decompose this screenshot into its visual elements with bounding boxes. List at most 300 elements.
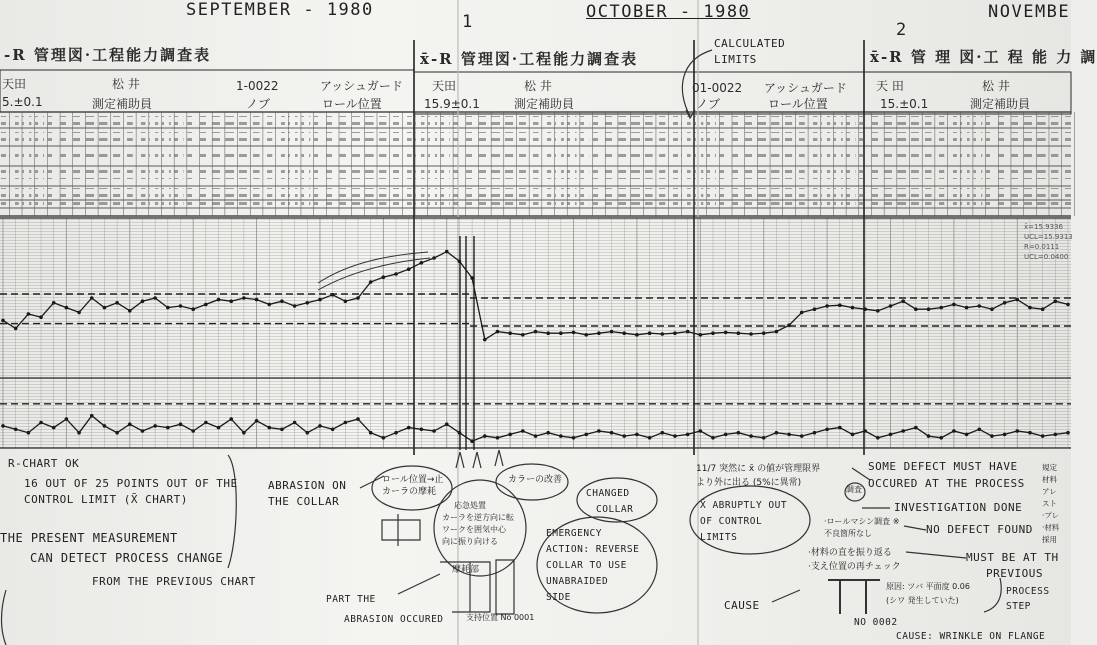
table-cell-entry <box>22 170 31 179</box>
table-cell-entry <box>973 188 982 197</box>
table-cell-entry <box>796 116 805 125</box>
table-cell-entry <box>580 188 589 197</box>
table-cell-entry <box>707 150 716 159</box>
table-cell-entry <box>1011 132 1020 141</box>
note-r-chart-ok: R-CHART OK <box>8 457 80 470</box>
table-cell-entry <box>453 116 462 125</box>
table-cell-entry <box>289 170 298 179</box>
xbar-series-point <box>990 307 994 311</box>
table-cell-entry <box>415 202 424 208</box>
table-cell-entry <box>200 188 209 197</box>
table-cell-entry <box>187 170 196 179</box>
xbar-series-point <box>369 280 373 284</box>
table-cell-entry <box>606 132 615 141</box>
table-cell-entry <box>897 188 906 197</box>
xbar-series-point <box>65 306 69 310</box>
xbar-series-point <box>1041 307 1045 311</box>
range-series-point <box>483 434 487 438</box>
range-series-point <box>267 426 271 430</box>
table-cell-entry <box>986 170 995 179</box>
table-cell-entry <box>162 132 171 141</box>
table-cell-entry <box>961 132 970 141</box>
range-series-point <box>141 429 145 433</box>
chart-mark-2: 2 <box>896 20 907 40</box>
table-cell-entry <box>10 132 19 141</box>
table-cell-entry <box>491 202 500 208</box>
table-cell-entry <box>859 188 868 197</box>
xbar-series-point <box>686 330 690 334</box>
table-cell-entry <box>517 188 526 197</box>
table-cell-entry <box>86 170 95 179</box>
table-cell-entry <box>618 132 627 141</box>
table-cell-entry <box>60 132 69 141</box>
table-cell-entry <box>606 188 615 197</box>
table-cell-entry <box>339 150 348 159</box>
xbar-series-point <box>927 307 931 311</box>
xbar-series-point <box>356 296 360 300</box>
note-jp-collar <box>382 474 443 498</box>
table-cell-entry <box>251 188 260 197</box>
table-cell-entry <box>73 202 82 208</box>
left-part: ノブ <box>246 97 271 111</box>
table-cell-entry <box>910 132 919 141</box>
table-cell-entry <box>136 132 145 141</box>
table-cell-entry <box>175 132 184 141</box>
table-cell-entry <box>555 202 564 208</box>
table-cell-entry <box>580 132 589 141</box>
xbar-series-point <box>1 319 5 323</box>
range-series-point <box>369 431 373 435</box>
xbar-series-point <box>115 301 119 305</box>
table-cell-entry <box>631 116 640 125</box>
table-cell-entry <box>441 150 450 159</box>
range-series-point <box>1066 431 1070 435</box>
range-series-point <box>65 417 69 421</box>
note-jp-emergency <box>442 500 514 548</box>
flange-sketch <box>828 580 880 614</box>
center-part: ノブ <box>696 97 721 111</box>
range-series-point <box>27 431 31 435</box>
table-cell-entry <box>973 170 982 179</box>
x-abruptly-line2: OF CONTROL <box>700 516 763 527</box>
range-series-point <box>876 436 880 440</box>
table-cell-entry <box>593 202 602 208</box>
table-cell-entry <box>377 170 386 179</box>
table-cell-entry <box>213 150 222 159</box>
table-cell-entry <box>834 202 843 208</box>
table-cell-entry <box>568 132 577 141</box>
table-cell-entry <box>859 202 868 208</box>
table-cell-entry <box>390 202 399 208</box>
table-cell-entry <box>352 116 361 125</box>
table-cell-entry <box>796 132 805 141</box>
range-series-point <box>584 433 588 437</box>
table-cell-entry <box>504 116 513 125</box>
range-series-point <box>77 431 81 435</box>
table-cell-entry <box>10 116 19 125</box>
table-cell-entry <box>403 150 412 159</box>
emergency-line1: EMERGENCY <box>546 528 602 539</box>
table-cell-entry <box>745 116 754 125</box>
center-item: ロール位置 <box>768 97 828 111</box>
table-cell-entry <box>238 132 247 141</box>
table-cell-entry <box>479 150 488 159</box>
xbar-series-point <box>1066 303 1070 307</box>
table-cell-entry <box>365 116 374 125</box>
table-cell-entry <box>1024 188 1033 197</box>
table-cell-entry <box>276 202 285 208</box>
table-cell-entry <box>339 132 348 141</box>
table-cell-entry <box>986 188 995 197</box>
table-cell-entry <box>22 132 31 141</box>
table-cell-entry <box>136 116 145 125</box>
xbar-series-point <box>305 301 309 305</box>
note-jp-list <box>808 546 901 574</box>
xbar-series-point <box>572 331 576 335</box>
table-cell-entry <box>846 116 855 125</box>
xbar-series-point <box>394 272 398 276</box>
xbar-series-point <box>1015 298 1019 302</box>
table-cell-entry <box>834 188 843 197</box>
table-cell-entry <box>656 202 665 208</box>
xbar-series-point <box>204 303 208 307</box>
table-cell-entry <box>377 202 386 208</box>
table-cell-entry <box>618 116 627 125</box>
table-cell-entry <box>593 116 602 125</box>
table-cell-entry <box>251 170 260 179</box>
table-cell-entry <box>999 150 1008 159</box>
table-cell-entry <box>136 202 145 208</box>
table-cell-entry <box>289 202 298 208</box>
center-name1: 天田 <box>432 79 457 93</box>
table-cell-entry <box>758 132 767 141</box>
form-title-right: x̄-R 管 理 図·工 程 能 力 調 <box>870 48 1097 66</box>
xbar-series-point <box>508 331 512 335</box>
right-name2: 松 井 <box>982 79 1010 93</box>
table-cell-entry <box>225 116 234 125</box>
table-cell-entry <box>961 202 970 208</box>
range-series-point <box>217 426 221 430</box>
range-series-point <box>14 428 18 432</box>
table-cell-entry <box>200 150 209 159</box>
left-dim: 15.9±0.1 <box>424 97 480 111</box>
table-cell-entry <box>859 170 868 179</box>
table-cell-entry <box>48 116 57 125</box>
note-some-defect <box>868 458 1025 492</box>
table-cell-entry <box>707 188 716 197</box>
range-series-point <box>204 421 208 425</box>
range-series-point <box>559 434 563 438</box>
table-cell-entry <box>175 150 184 159</box>
cause-arrow <box>772 590 800 602</box>
table-cell-entry <box>10 150 19 159</box>
table-cell-entry <box>339 116 348 125</box>
xbar-series-point <box>965 306 969 310</box>
note-jp-bottom-no: 支持位置 No 0001 <box>466 613 535 622</box>
table-cell-entry <box>568 170 577 179</box>
table-cell-entry <box>872 188 881 197</box>
table-cell-entry <box>136 188 145 197</box>
table-cell-entry <box>377 188 386 197</box>
xbar-series-point <box>635 333 639 337</box>
xbar-series-point <box>14 327 18 331</box>
table-cell-entry <box>948 170 957 179</box>
table-cell-entry <box>149 116 158 125</box>
table-cell-entry <box>504 170 513 179</box>
range-series-point <box>242 431 246 435</box>
xbar-series-point <box>762 331 766 335</box>
form-title-center: x̄-R 管理図·工程能力調査表 <box>420 50 639 68</box>
xbar-series-point <box>483 338 487 342</box>
table-cell-entry <box>289 150 298 159</box>
some-defect-line2: OCCURED AT THE PROCESS <box>868 477 1025 490</box>
table-cell-entry <box>1037 150 1046 159</box>
xbar-series-point <box>1054 299 1058 303</box>
range-series-point <box>724 433 728 437</box>
range-series-point <box>610 431 614 435</box>
table-cell-entry <box>669 116 678 125</box>
table-cell-entry <box>542 188 551 197</box>
table-cell-entry <box>491 170 500 179</box>
table-cell-entry <box>504 188 513 197</box>
table-cell-entry <box>111 116 120 125</box>
range-series-point <box>255 419 259 423</box>
table-cell-entry <box>631 132 640 141</box>
table-cell-entry <box>200 116 209 125</box>
table-cell-entry <box>732 170 741 179</box>
table-cell-entry <box>542 116 551 125</box>
table-cell-entry <box>428 188 437 197</box>
table-cell-entry <box>872 150 881 159</box>
table-cell-entry <box>999 202 1008 208</box>
table-cell-entry <box>441 188 450 197</box>
table-cell-entry <box>491 188 500 197</box>
data-table-entries <box>0 112 1074 216</box>
table-cell-entry <box>453 188 462 197</box>
table-cell-entry <box>403 188 412 197</box>
table-cell-entry <box>999 170 1008 179</box>
xbar-series-point <box>242 296 246 300</box>
xbar-series-point <box>103 306 107 310</box>
xbar-series-point <box>153 296 157 300</box>
table-cell-entry <box>631 202 640 208</box>
table-cell-entry <box>707 170 716 179</box>
table-cell-entry <box>1037 132 1046 141</box>
range-series-point <box>128 422 132 426</box>
note-no-defect: NO DEFECT FOUND <box>926 523 1033 536</box>
table-cell-entry <box>973 150 982 159</box>
note-abrasion-collar <box>268 478 346 510</box>
range-series-point <box>914 426 918 430</box>
range-series-point <box>965 433 969 437</box>
emergency-line2: ACTION: REVERSE <box>546 544 640 555</box>
table-cell-entry <box>568 150 577 159</box>
table-cell-entry <box>568 202 577 208</box>
range-series-point <box>420 428 424 432</box>
table-cell-entry <box>961 170 970 179</box>
table-cell-entry <box>428 202 437 208</box>
table-cell-entry <box>821 150 830 159</box>
table-cell-entry <box>1011 150 1020 159</box>
table-cell-entry <box>783 188 792 197</box>
left-number: 1-0022 <box>236 79 279 93</box>
table-cell-entry <box>808 116 817 125</box>
right-name1: 天 田 <box>876 79 904 93</box>
table-cell-entry <box>656 132 665 141</box>
jp-collar-line2: カーラの摩耗 <box>382 487 437 497</box>
table-cell-entry <box>669 150 678 159</box>
table-cell-entry <box>644 170 653 179</box>
table-cell-entry <box>961 150 970 159</box>
table-cell-entry <box>1024 116 1033 125</box>
table-cell-entry <box>694 170 703 179</box>
xbar-series-point <box>711 331 715 335</box>
table-cell-entry <box>175 202 184 208</box>
left-spec: 5.±0.1 <box>2 95 43 109</box>
table-cell-entry <box>73 170 82 179</box>
table-cell-entry <box>289 132 298 141</box>
center-name2: 松 井 <box>524 79 552 93</box>
table-cell-entry <box>365 188 374 197</box>
center-role: 測定補助員 <box>514 97 575 111</box>
table-cell-entry <box>606 170 615 179</box>
xbar-series-point <box>889 304 893 308</box>
table-cell-entry <box>973 116 982 125</box>
jp-collar-line1: ロール位置→止 <box>382 475 444 485</box>
right-limit-3: R=0.0111 <box>1024 243 1060 251</box>
note-jp-bottom: 摩耗部 <box>452 565 480 575</box>
table-cell-entry <box>644 202 653 208</box>
range-series-point <box>635 433 639 437</box>
table-cell-entry <box>948 188 957 197</box>
table-cell-entry <box>542 132 551 141</box>
x-abruptly-line3: LIMITS <box>700 532 738 543</box>
arrow-up-3 <box>495 450 503 466</box>
table-cell-entry <box>479 116 488 125</box>
left-product: アッシュガード <box>320 79 403 93</box>
table-cell-entry <box>834 170 843 179</box>
range-series-point <box>1003 433 1007 437</box>
table-cell-entry <box>35 132 44 141</box>
table-cell-entry <box>808 188 817 197</box>
table-cell-entry <box>187 116 196 125</box>
xbar-series-point <box>496 330 500 334</box>
table-cell-entry <box>149 170 158 179</box>
calculated-line1: CALCULATED <box>714 37 786 50</box>
table-cell-entry <box>846 132 855 141</box>
process-step-line1: PROCESS <box>1006 586 1050 597</box>
table-cell-entry <box>770 132 779 141</box>
table-cell-entry <box>149 150 158 159</box>
range-series-point <box>673 434 677 438</box>
table-cell-entry <box>365 170 374 179</box>
range-series-point <box>179 422 183 426</box>
note-calculated-limits <box>714 36 785 68</box>
right-role: 測定補助員 <box>970 97 1031 111</box>
rm-4: スト <box>1042 499 1057 508</box>
table-cell-entry <box>403 116 412 125</box>
range-series-point <box>293 421 297 425</box>
table-cell-entry <box>453 150 462 159</box>
xbar-series-point <box>1028 306 1032 310</box>
xbar-series-point <box>432 256 436 260</box>
table-cell-entry <box>187 132 196 141</box>
no-defect-arrow <box>904 526 926 530</box>
xbar-series-point <box>280 299 284 303</box>
right-limit-2: UCL=15.9313 <box>1024 233 1073 241</box>
range-series-point <box>851 433 855 437</box>
table-cell-entry <box>656 150 665 159</box>
table-cell-entry <box>327 170 336 179</box>
table-cell-entry <box>428 170 437 179</box>
range-series-point <box>280 428 284 432</box>
table-cell-entry <box>821 132 830 141</box>
table-cell-entry <box>0 132 6 141</box>
range-series-point <box>458 431 462 435</box>
table-cell-entry <box>720 202 729 208</box>
table-cell-entry <box>618 150 627 159</box>
table-cell-entry <box>390 132 399 141</box>
table-cell-entry <box>289 116 298 125</box>
chart-grid <box>0 218 1071 450</box>
table-cell-entry <box>187 188 196 197</box>
table-cell-entry <box>745 202 754 208</box>
table-cell-entry <box>1024 170 1033 179</box>
range-series-point <box>863 429 867 433</box>
table-cell-entry <box>111 188 120 197</box>
changed-line1: CHANGED <box>586 488 630 499</box>
table-cell-entry <box>466 132 475 141</box>
xbar-series-point <box>559 331 563 335</box>
table-cell-entry <box>73 132 82 141</box>
table-cell-entry <box>948 116 957 125</box>
table-cell-entry <box>530 150 539 159</box>
table-cell-entry <box>669 170 678 179</box>
table-cell-entry <box>593 150 602 159</box>
emergency-line4: UNABRAIDED <box>546 576 609 587</box>
table-cell-entry <box>441 202 450 208</box>
table-cell-entry <box>859 116 868 125</box>
table-cell-entry <box>162 150 171 159</box>
table-cell-entry <box>872 116 881 125</box>
table-cell-entry <box>415 188 424 197</box>
table-cell-entry <box>238 116 247 125</box>
table-cell-entry <box>0 116 6 125</box>
table-cell-entry <box>124 188 133 197</box>
table-cell-entry <box>631 150 640 159</box>
table-cell-entry <box>86 132 95 141</box>
table-cell-entry <box>580 116 589 125</box>
note-cause-wrinkle: CAUSE: WRINKLE ON FLANGE <box>896 631 1046 642</box>
table-cell-entry <box>732 116 741 125</box>
table-cell-entry <box>517 202 526 208</box>
table-cell-entry <box>530 132 539 141</box>
arrow-up-2 <box>473 452 481 468</box>
x-abruptly-line1: X̄ ABRUPTLY OUT <box>700 500 788 511</box>
table-cell-entry <box>238 202 247 208</box>
table-cell-entry <box>783 116 792 125</box>
table-cell-entry <box>923 116 932 125</box>
table-cell-entry <box>707 202 716 208</box>
range-series-point <box>813 431 817 435</box>
abrasion-line2: THE COLLAR <box>268 495 340 508</box>
note-emergency-action <box>546 526 639 606</box>
table-cell-entry <box>656 170 665 179</box>
right-margin-notes <box>1042 462 1059 546</box>
right-limit-4: UCL=0.0400 <box>1024 253 1069 261</box>
table-cell-entry <box>504 202 513 208</box>
xbar-series-point <box>521 333 525 337</box>
